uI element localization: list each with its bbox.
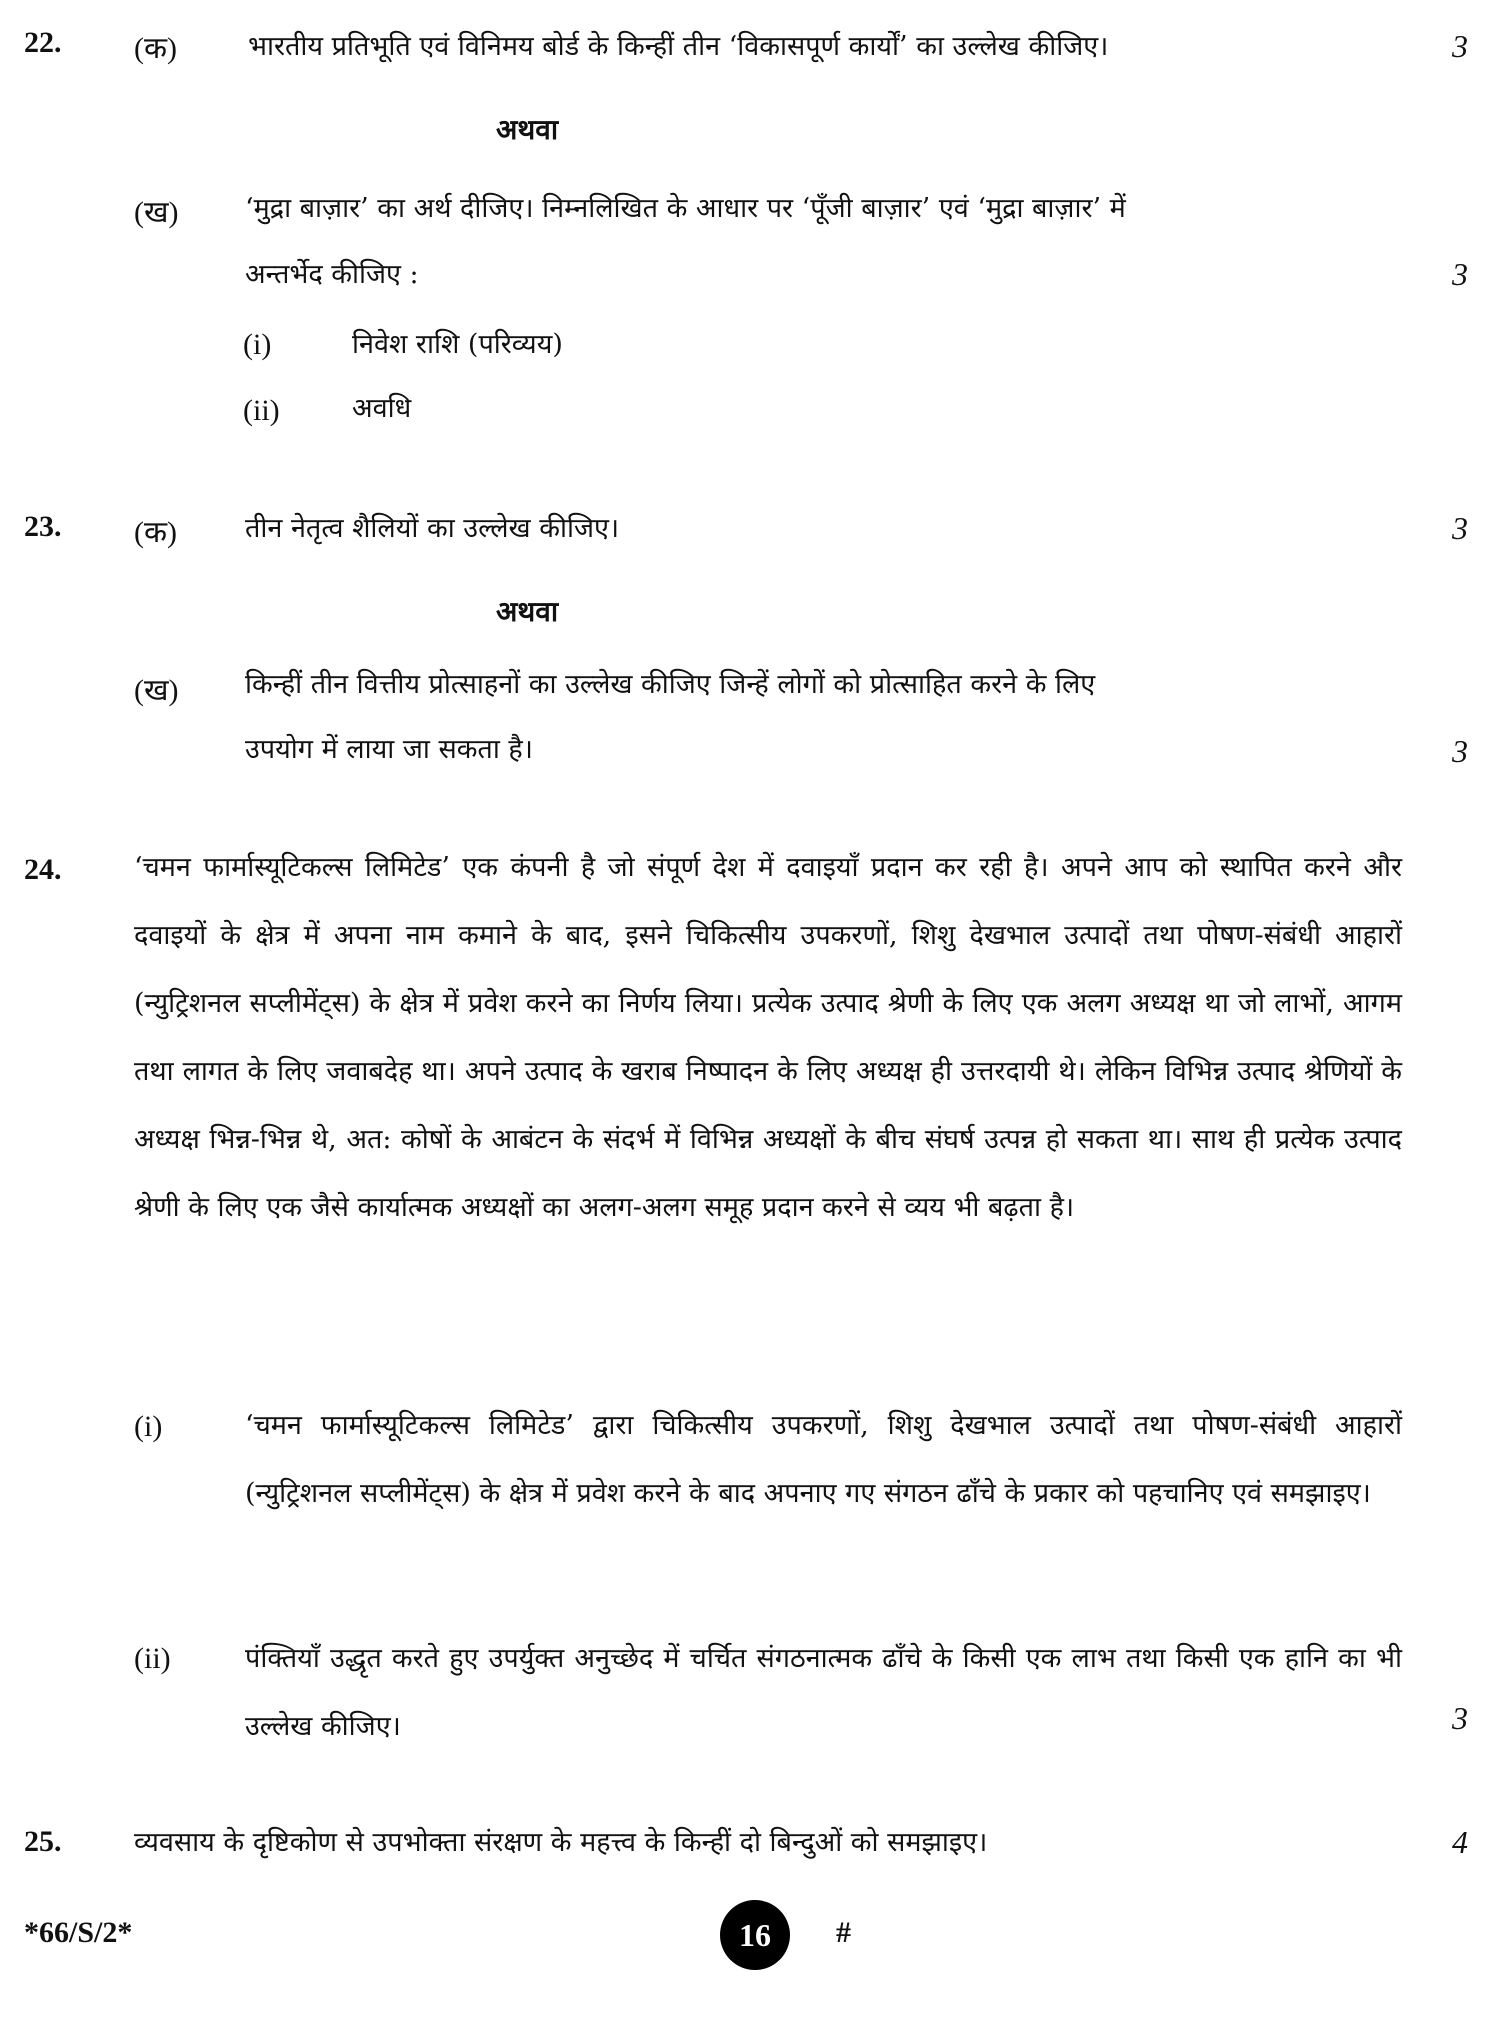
q25-text: व्यवसाय के दृष्टिकोण से उपभोक्ता संरक्षण के महत्त्व के किन्हीं दो बिन्दुओं को समझाइए।	[134, 1827, 988, 1858]
q22-b-item-i-label: (i)	[243, 328, 272, 361]
q24-part-ii-text: पंक्तियाँ उद्धृत करते हुए उपर्युक्त अनुच्छेद में चर्चित संगठनात्मक ढाँचे के किसी एक लाभ तथा किसी एक हानि का भी उल्लेख कीजिए।	[245, 1643, 1402, 1742]
q22-b-label: (ख)	[134, 196, 179, 229]
q22-or-divider: अथवा	[496, 113, 559, 146]
q23-b-line1: किन्हीं तीन वित्तीय प्रोत्साहनों का उल्लेख कीजिए जिन्हें लोगों को प्रोत्साहित करने के लिए	[245, 669, 1096, 700]
q23-a-label: (क)	[134, 516, 178, 549]
q25-marks: 4	[1452, 1824, 1468, 1860]
page-number: 16	[739, 1916, 771, 1953]
q23-or-divider: अथवा	[496, 595, 559, 628]
q22-a-marks: 3	[1452, 28, 1468, 64]
q24-passage: ‘चमन फार्मास्यूटिकल्स लिमिटेड’ एक कंपनी है जो संपूर्ण देश में दवाइयाँ प्रदान कर रही है। अपने आप को स्थापित करने और दवाइयों के क्षेत्र में अपना नाम कमाने के बाद, इसने चिकित्सीय उपकरणों, शिशु देखभाल उत्पादों तथा पोषण-संबंधी आहारों (न्युट्रिशनल सप्लीमेंट्स) के क्षेत्र में प्रवेश करने का निर्णय लिया। प्रत्येक उत्पाद श्रेणी के लिए एक अलग अध्यक्ष था जो लाभों, आगम तथा लागत के लिए जवाबदेह था। अपने उत्पाद के खराब निष्पादन के लिए अध्यक्ष ही उत्तरदायी थे। लेकिन विभिन्न उत्पाद श्रेणियों के अध्यक्ष भिन्न-भिन्न थे, अत: कोषों के आबंटन के संदर्भ में विभिन्न अध्यक्षों के बीच संघर्ष उत्पन्न हो सकता था। साथ ही प्रत्येक उत्पाद श्रेणी के लिए एक जैसे कार्यात्मक अध्यक्षों का अलग-अलग समूह प्रदान करने से व्यय भी बढ़ता है।	[134, 852, 1402, 1223]
question-number-22: 22.	[24, 26, 62, 59]
q22-b-line1: ‘मुद्रा बाज़ार’ का अर्थ दीजिए। निम्नलिखित के आधार पर ‘पूँजी बाज़ार’ एवं ‘मुद्रा बाज़ार’ में	[245, 193, 1126, 224]
q24-part-i-label: (i)	[134, 1410, 163, 1443]
q23-a-marks: 3	[1452, 510, 1468, 546]
q22-b-item-ii-text: अवधि	[352, 393, 412, 424]
q24-marks: 3	[1452, 1700, 1468, 1736]
q22-a-label: (क)	[134, 32, 178, 65]
q24-part-ii-label: (ii)	[134, 1642, 171, 1675]
q22-b-line2: अन्तर्भेद कीजिए :	[245, 259, 419, 290]
page-number-badge	[720, 1900, 790, 1970]
q23-b-label: (ख)	[134, 674, 179, 707]
q23-a-text: तीन नेतृत्व शैलियों का उल्लेख कीजिए।	[245, 513, 620, 544]
q22-b-marks: 3	[1452, 256, 1468, 292]
q22-b-item-i-text: निवेश राशि (परिव्यय)	[352, 329, 563, 360]
q24-part-i-text: ‘चमन फार्मास्यूटिकल्स लिमिटेड’ द्वारा चिकित्सीय उपकरणों, शिशु देखभाल उत्पादों तथा पोषण-संबंधी आहारों (न्युट्रिशनल सप्लीमेंट्स) के क्षेत्र में प्रवेश करने के बाद अपनाए गए संगठन ढाँचे के प्रकार को पहचानिए एवं समझाइए।	[245, 1410, 1402, 1509]
q22-a-text: भारतीय प्रतिभूति एवं विनिमय बोर्ड के किन्हीं तीन ‘विकासपूर्ण कार्यों’ का उल्लेख कीजिए।	[248, 31, 1109, 62]
question-number-24: 24.	[24, 853, 62, 886]
q23-b-marks: 3	[1452, 733, 1468, 769]
q22-b-item-ii-label: (ii)	[243, 394, 280, 427]
question-number-25: 25.	[24, 1825, 62, 1858]
paper-code: *66/S/2*	[24, 1916, 133, 1949]
question-number-23: 23.	[24, 510, 62, 543]
q23-b-line2: उपयोग में लाया जा सकता है।	[245, 734, 533, 765]
hash-mark: #	[836, 1916, 851, 1949]
